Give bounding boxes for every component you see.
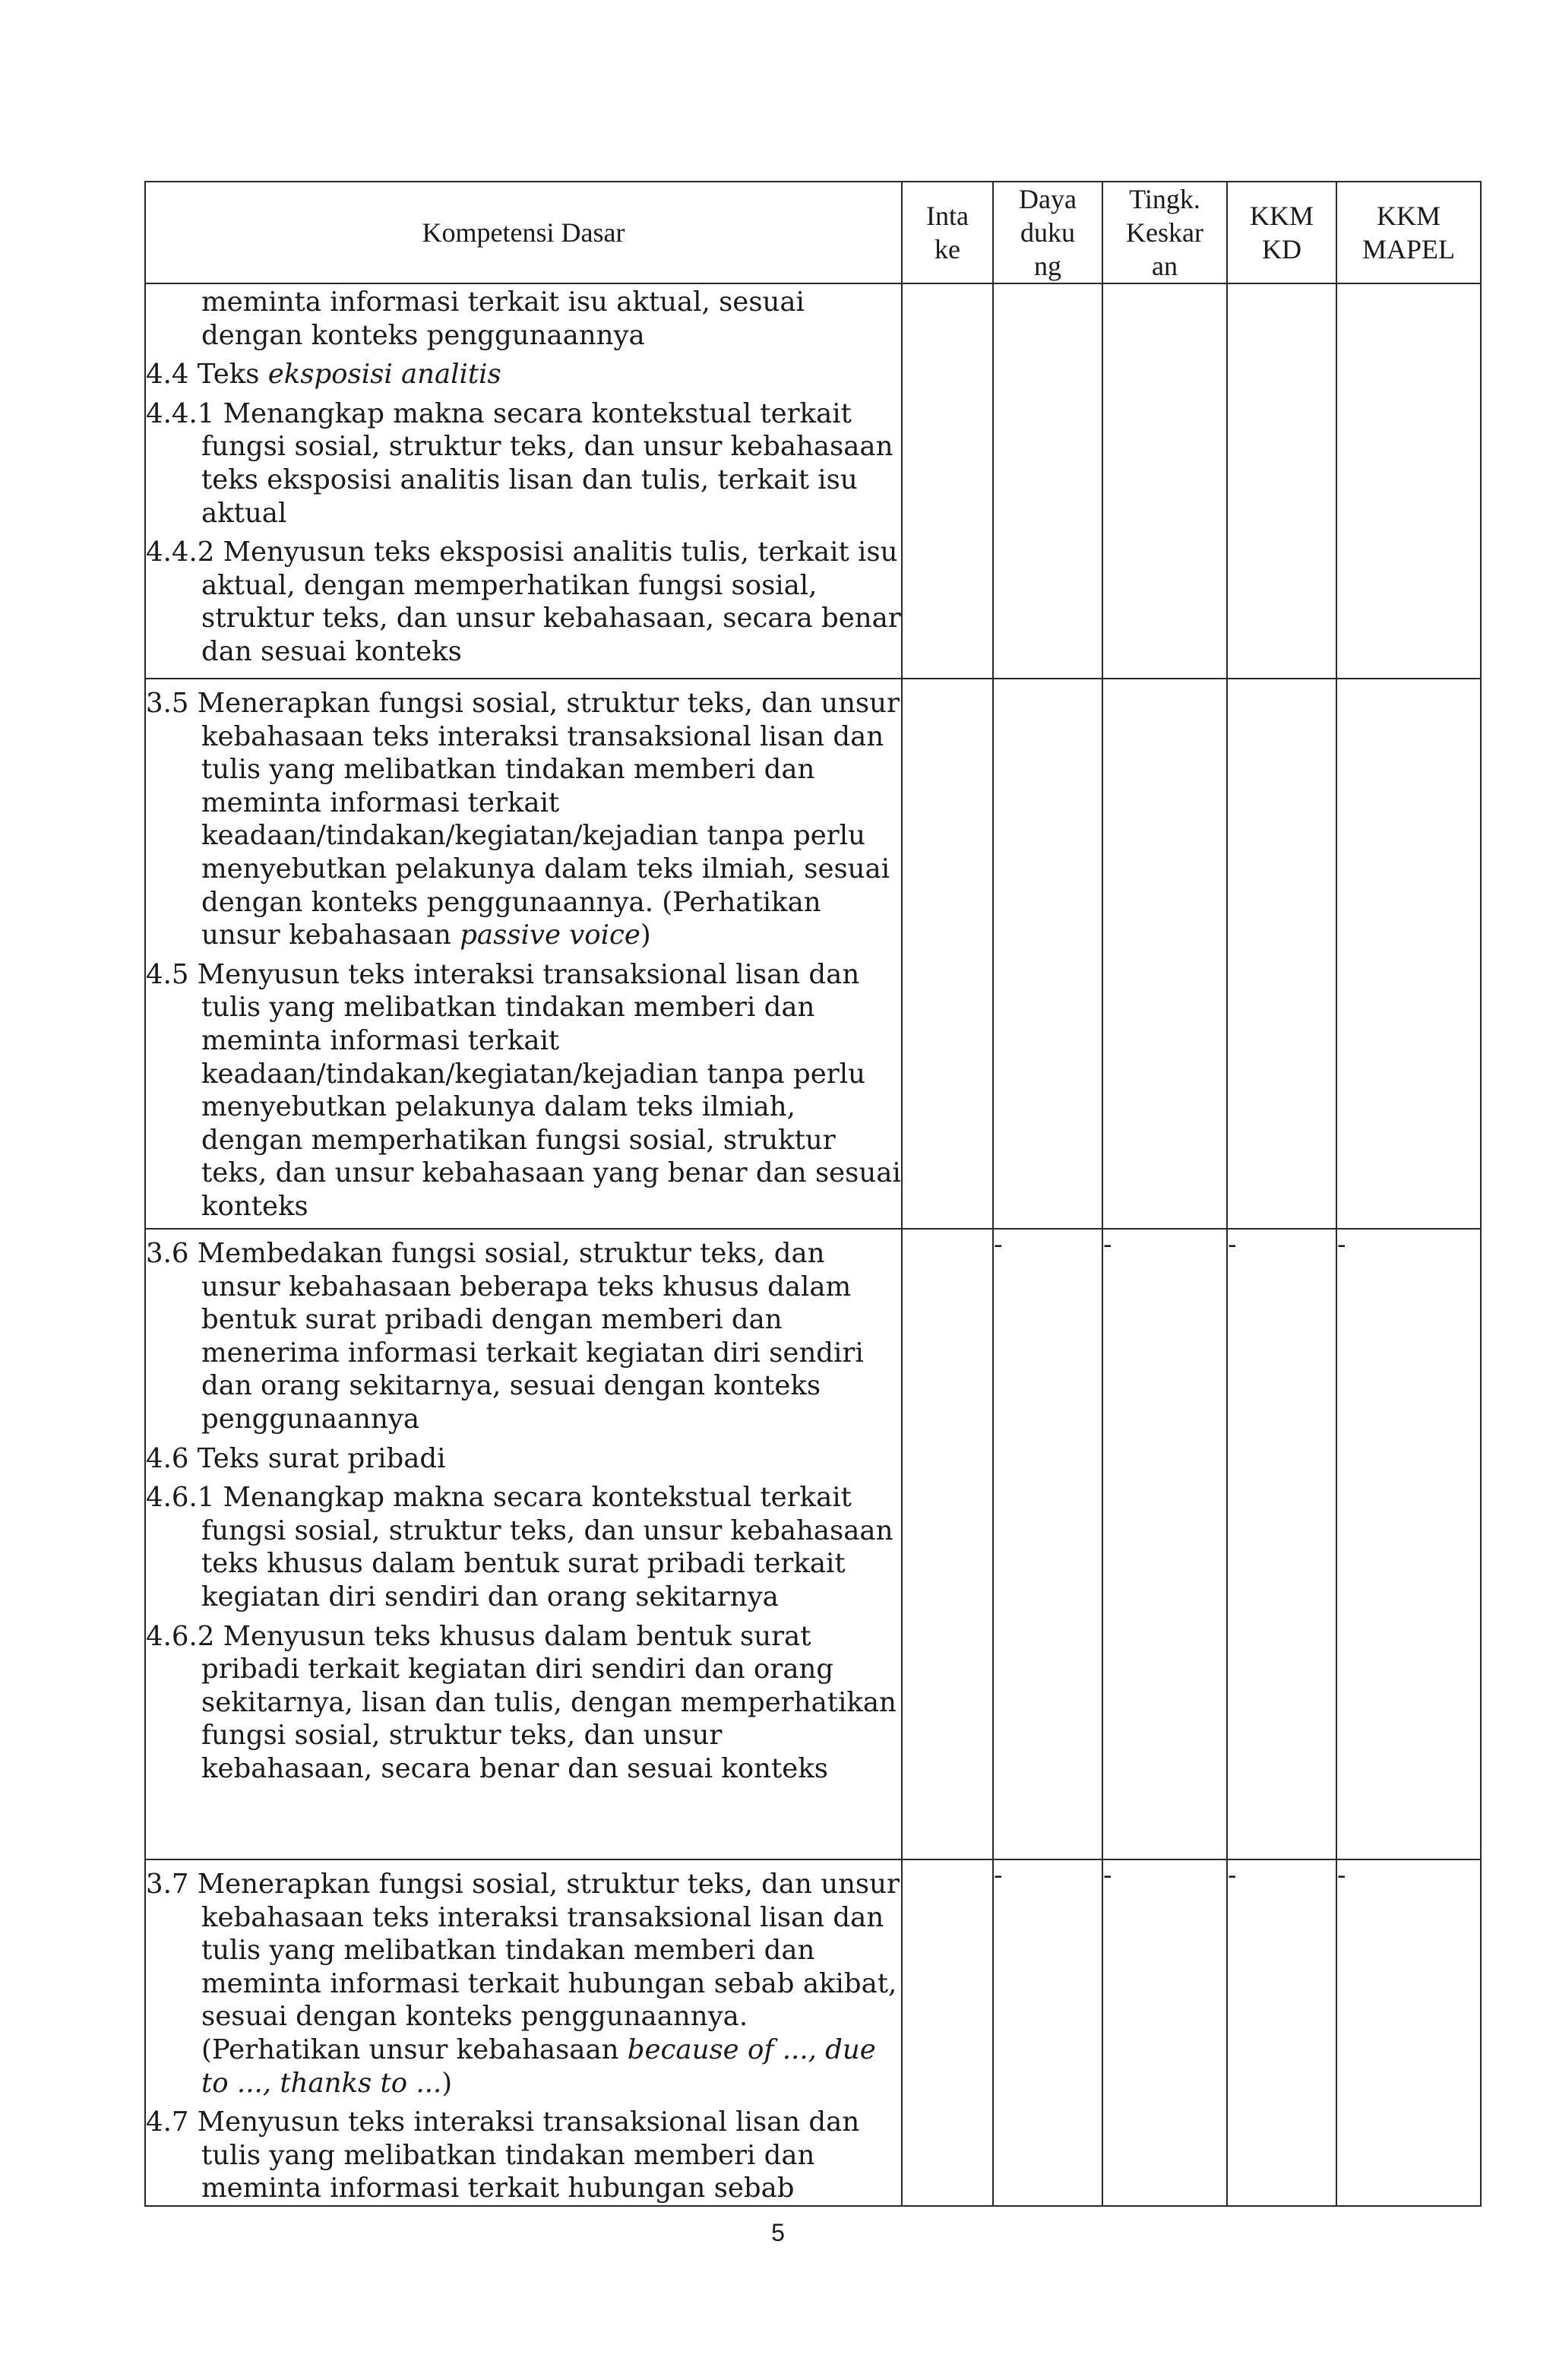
kompetensi-cell: [145, 283, 902, 679]
daya-dukung-cell: -: [993, 1859, 1102, 2206]
list-item: 4.7 Menyusun teks interaksi transaksional lisan dan tulis yang melibatkan tindakan memberi dan meminta informasi terkait hubungan sebab: [146, 2106, 860, 2204]
page-number: 5: [771, 2219, 785, 2246]
list-item: 4.6.1 Menangkap makna secara kontekstual terkait fungsi sosial, struktur teks, dan unsur kebahasaan teks khusus dalam bentuk surat pribadi terkait kegiatan diri sendiri dan orang sekitarnya: [146, 1482, 893, 1613]
kompetensi-cell: [145, 679, 902, 1229]
header-kkm-mapel: KKM MAPEL: [1336, 182, 1481, 283]
table-row: [145, 679, 1481, 1229]
list-item: 3.7 Menerapkan fungsi sosial, struktur teks, dan unsur kebahasaan teks interaksi transaksional lisan dan tulis yang melibatkan tindakan memberi dan meminta informasi terkait hubungan sebab akibat, sesuai dengan konteks penggunaannya. (Perhatikan unsur kebahasaan because of ..., due to ..., thanks to ...): [146, 1869, 900, 2099]
kkm-mapel-cell: [1336, 283, 1481, 679]
kkm-kd-cell: -: [1227, 1859, 1336, 2206]
kesukaran-cell: -: [1102, 1229, 1227, 1859]
daya-dukung-cell: [993, 679, 1102, 1229]
list-item: 4.6 Teks surat pribadi: [146, 1442, 446, 1474]
kkm-kd-cell: -: [1227, 1229, 1336, 1859]
table-row: [145, 283, 1481, 679]
daya-dukung-cell: [993, 283, 1102, 679]
list-item: 4.4.1 Menangkap makna secara kontekstual terkait fungsi sosial, struktur teks, dan unsur kebahasaan teks eksposisi analitis lisan dan tulis, terkait isu aktual: [146, 397, 893, 529]
intake-cell: [902, 1859, 993, 2206]
list-item: 3.6 Membedakan fungsi sosial, struktur teks, dan unsur kebahasaan beberapa teks khusus dalam bentuk surat pribadi dengan memberi dan menerima informasi terkait kegiatan diri sendiri dan orang sekitarnya, sesuai dengan konteks penggunaannya: [146, 1238, 864, 1435]
kesukaran-cell: -: [1102, 1859, 1227, 2206]
header-intake: Inta ke: [902, 182, 993, 283]
list-item: 4.5 Menyusun teks interaksi transaksional lisan dan tulis yang melibatkan tindakan memberi dan meminta informasi terkait keadaan/tindakan/kegiatan/kejadian tanpa perlu menyebutkan pelakunya dalam teks ilmiah, dengan memperhatikan fungsi sosial, struktur teks, dan unsur kebahasaan yang benar dan sesuai konteks: [146, 958, 901, 1222]
header-daya-dukung: Daya duku ng: [993, 182, 1102, 283]
intake-cell: [902, 283, 993, 679]
intake-cell: [902, 1229, 993, 1859]
kompetensi-cell: [145, 1859, 902, 2206]
kkm-mapel-cell: -: [1336, 1859, 1481, 2206]
header-tingkat-kesukaran: Tingk. Keskar an: [1102, 182, 1227, 283]
table-row: [145, 1229, 1481, 1859]
intake-cell: [902, 679, 993, 1229]
list-item: 4.6.2 Menyusun teks khusus dalam bentuk surat pribadi terkait kegiatan diri sendiri dan orang sekitarnya, lisan dan tulis, dengan memperhatikan fungsi sosial, struktur teks, dan unsur kebahasaan, secara benar dan sesuai konteks: [146, 1620, 897, 1784]
header-kompetensi-dasar: Kompetensi Dasar: [145, 182, 902, 283]
table-row: [145, 1859, 1481, 2206]
header-kkm-kd: KKM KD: [1227, 182, 1336, 283]
kesukaran-cell: [1102, 283, 1227, 679]
kkm-kd-cell: [1227, 283, 1336, 679]
daya-dukung-cell: -: [993, 1229, 1102, 1859]
kompetensi-cell: [145, 1229, 902, 1859]
kesukaran-cell: [1102, 679, 1227, 1229]
list-item: 4.4.2 Menyusun teks eksposisi analitis tulis, terkait isu aktual, dengan memperhatikan fungsi sosial, struktur teks, dan unsur kebahasaan, secara benar dan sesuai konteks: [146, 536, 901, 667]
table-header-row: [145, 182, 1481, 283]
list-item: meminta informasi terkait isu aktual, sesuai dengan konteks penggunaannya: [201, 286, 805, 351]
list-item: 3.5 Menerapkan fungsi sosial, struktur teks, dan unsur kebahasaan teks interaksi transaksional lisan dan tulis yang melibatkan tindakan memberi dan meminta informasi terkait keadaan/tindakan/kegiatan/kejadian tanpa perlu menyebutkan pelakunya dalam teks ilmiah, sesuai dengan konteks penggunaannya. (Perhatikan unsur kebahasaan passive voice): [146, 688, 900, 951]
list-item: 4.4 Teks eksposisi analitis: [146, 359, 501, 391]
kkm-mapel-cell: -: [1336, 1229, 1481, 1859]
kkm-mapel-cell: [1336, 679, 1481, 1229]
kkm-kd-cell: [1227, 679, 1336, 1229]
kompetensi-dasar-table: [144, 181, 1482, 2207]
